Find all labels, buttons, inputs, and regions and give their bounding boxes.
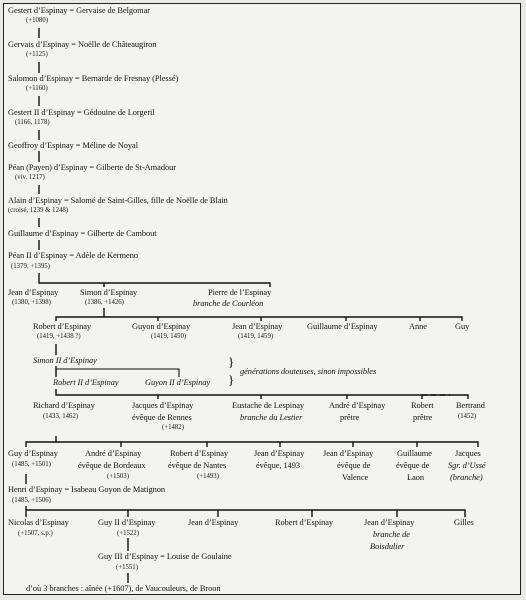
person-jean-espinay: Jean d’Espinay: [232, 322, 283, 331]
three-branches-note: d’où 3 branches : aînée (+1607), de Vaucouleurs, de Broon: [26, 584, 221, 593]
person-date: (+1160): [26, 85, 48, 92]
doubtful-bracket-glyph: }: [228, 372, 235, 387]
branch-note: Boisdulier: [370, 542, 405, 551]
doubtful-generations-note: générations douteuses, sinon impossibles: [240, 367, 377, 376]
person-title: évêque de Nantes: [168, 461, 227, 470]
person-jacques: Jacques: [455, 449, 481, 458]
person-jean-espinay: Jean d’Espinay: [188, 518, 239, 527]
person-gestert-espinay: Gestert d’Espinay = Gervaise de Belgomar: [8, 6, 151, 15]
person-title: Valence: [342, 473, 369, 482]
person-bertrand: Bertrand: [456, 401, 485, 410]
person-robert-espinay: Robert d’Espinay: [33, 322, 92, 331]
person-date: (1419, 1459): [238, 333, 274, 340]
person-guy-espinay: Guy d’Espinay: [8, 449, 58, 458]
doubtful-bracket-glyph: }: [228, 354, 235, 369]
person-pierre-espinay: Pierre de l’Espinay: [208, 288, 272, 297]
person-gestert-ii-espinay: Gestert II d’Espinay = Gédouine de Lorgeril: [8, 108, 155, 117]
person-guy-ii-espinay: Guy II d’Espinay: [98, 518, 156, 527]
person-date: (croisé, 1239 & 1248): [8, 207, 69, 214]
person-nicolas-espinay: Nicolas d’Espinay: [8, 518, 69, 527]
person-title: prêtre: [413, 413, 433, 422]
person-jean-espinay: Jean d’Espinay: [8, 288, 59, 297]
branch-note: (branche): [450, 473, 483, 482]
person-date: (+1493): [197, 473, 219, 480]
person-guillaume-espinay: Guillaume d’Espinay: [307, 322, 378, 331]
person-date: (+1522): [117, 530, 139, 537]
person-pean-espinay: Péan (Payen) d’Espinay = Gilberte de St-Amadour: [8, 163, 176, 172]
person-guillaume: Guillaume: [397, 449, 432, 458]
person-date: (1419, +1438 ?): [37, 333, 81, 340]
person-date: (1485, +1506): [12, 497, 51, 504]
person-robert-ii-espinay: Robert II d’Espinay: [53, 378, 119, 387]
person-simon-espinay: Simon d’Espinay: [80, 288, 138, 297]
person-jean-espinay: Jean d’Espinay: [323, 449, 374, 458]
person-jacques-espinay: Jacques d’Espinay: [132, 401, 194, 410]
person-date: (1452): [458, 413, 477, 420]
person-guy: Guy: [455, 322, 470, 331]
person-eustache-lespinay: Eustache de Lespinay: [232, 401, 305, 410]
person-date: (1485, +1501): [12, 461, 51, 468]
person-date: (viv. 1217): [15, 174, 45, 181]
person-date: (1379, +1395): [11, 263, 50, 270]
person-date: (+1080): [26, 17, 48, 24]
person-guyon-espinay: Guyon d’Espinay: [132, 322, 191, 331]
person-date: (1433, 1462): [43, 413, 79, 420]
person-guillaume-espinay: Guillaume d’Espinay = Gilberte de Cambout: [8, 229, 157, 238]
person-salomon-espinay: Salomon d’Espinay = Bernarde de Fresnay (Plessé): [8, 74, 179, 83]
person-gervais-espinay: Gervais d’Espinay = Noëlle de Châteaugiron: [8, 40, 157, 49]
person-jean-espinay: Jean d’Espinay: [364, 518, 415, 527]
person-simon-ii-espinay: Simon II d’Espinay: [33, 356, 97, 365]
person-title: évêque de: [396, 461, 430, 470]
person-date: (1166, 1178): [15, 119, 50, 126]
person-date: (+1551): [116, 564, 138, 571]
person-date: (+1507, s.p.): [18, 530, 53, 537]
person-date: (+1482): [162, 424, 184, 431]
branch-note: branche de: [373, 530, 410, 539]
person-title: prêtre: [340, 413, 360, 422]
branch-note: Sgr. d’Ussé: [448, 461, 486, 470]
person-date: (+1125): [26, 51, 48, 58]
person-guyon-ii-espinay: Guyon II d’Espinay: [145, 378, 211, 387]
person-henri-espinay: Henri d’Espinay = Isabeau Goyon de Matignon: [8, 485, 166, 494]
person-title: évêque, 1493: [256, 461, 301, 470]
person-andre-espinay: André d’Espinay: [85, 449, 142, 458]
person-anne: Anne: [409, 322, 427, 331]
branch-note: branche de Courléon: [193, 299, 264, 308]
person-date: (1419, 1450): [151, 333, 187, 340]
person-guy-iii-espinay: Guy III d’Espinay = Louise de Goulaine: [98, 552, 232, 561]
person-title: Laon: [407, 473, 425, 482]
person-andre-espinay: André d’Espinay: [329, 401, 386, 410]
person-date: (1380, +1398): [12, 299, 51, 306]
branch-note: branche du Lestier: [240, 413, 303, 422]
person-date: (+1503): [107, 473, 129, 480]
person-title: évêque de Rennes: [132, 413, 192, 422]
person-alain-espinay: Alain d’Espinay = Salomé de Saint-Gilles, fille de Noëlle de Blain: [8, 196, 228, 205]
person-pean-ii-espinay: Péan II d’Espinay = Adèle de Kermeno: [8, 251, 138, 260]
person-robert-espinay: Robert d’Espinay: [275, 518, 334, 527]
person-title: évêque de Bordeaux: [78, 461, 146, 470]
person-gilles: Gilles: [454, 518, 474, 527]
person-date: (1386, +1426): [85, 299, 124, 306]
person-robert-espinay: Robert d’Espinay: [170, 449, 229, 458]
person-title: évêque de: [337, 461, 371, 470]
person-robert: Robert: [411, 401, 434, 410]
person-richard-espinay: Richard d’Espinay: [33, 401, 95, 410]
person-geoffroy-espinay: Geoffroy d’Espinay = Méline de Noyal: [8, 141, 138, 150]
person-jean-espinay: Jean d’Espinay: [254, 449, 305, 458]
